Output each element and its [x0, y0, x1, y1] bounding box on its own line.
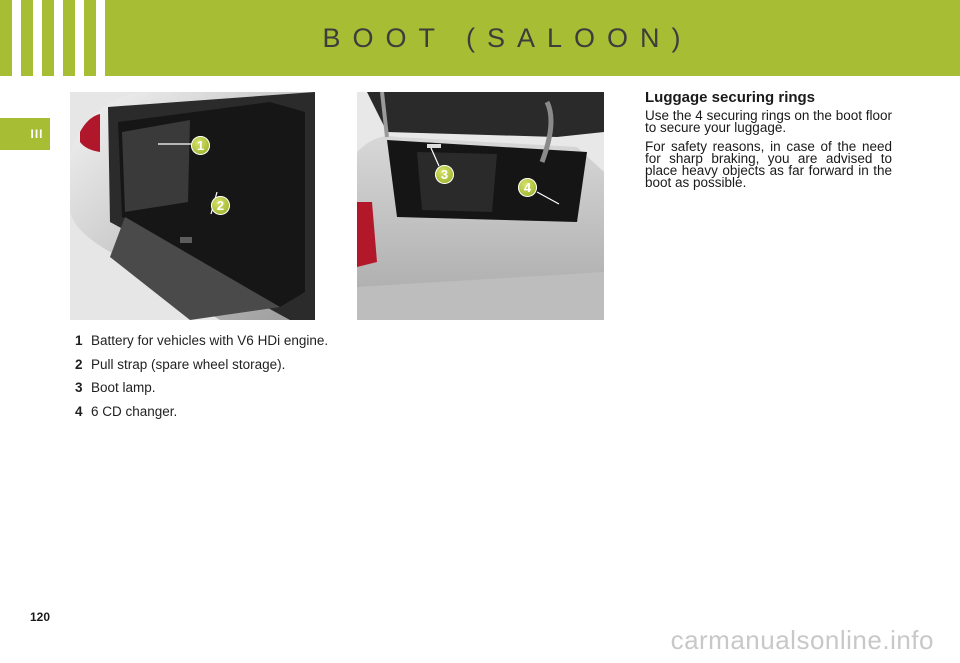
header-bar: [0, 0, 960, 76]
legend-item: [75, 357, 328, 381]
legend-text: Boot lamp.: [91, 380, 156, 395]
legend-item: [75, 380, 328, 404]
callout-marker: 4: [518, 178, 537, 197]
legend-text: Pull strap (spare wheel storage).: [91, 356, 286, 372]
legend-item: [75, 404, 328, 428]
legend-item: [75, 333, 328, 357]
legend-text: Battery for vehicles with V6 HDi engine.: [91, 333, 329, 348]
page-title: BOOT (SALOON): [322, 22, 693, 53]
callout-marker: 3: [435, 165, 454, 184]
section-paragraph: For safety reasons, in case of the need for sharp braking, you are advised to place heavy objects as far forward in the boot as possible.: [645, 139, 892, 190]
legend-text: 6 CD changer.: [91, 403, 178, 419]
legend-number: 1: [75, 333, 83, 348]
callout-legend: [75, 333, 328, 427]
boot-photo-right: [357, 92, 604, 320]
page-number: 120: [30, 610, 51, 624]
boot-lid-illustration: [357, 92, 604, 320]
section-heading: Luggage securing rings: [645, 89, 816, 106]
legend-number: 2: [75, 356, 83, 372]
legend-number: 3: [75, 380, 83, 395]
legend-number: 4: [75, 403, 83, 419]
callout-marker: 1: [191, 136, 210, 155]
boot-interior-illustration: [70, 92, 315, 320]
boot-photo-left: [70, 92, 315, 320]
chapter-tab: III: [0, 118, 50, 150]
securing-rings-section: [645, 89, 892, 196]
watermark: carmanualsonline.info: [670, 625, 934, 655]
callout-marker: 2: [211, 196, 230, 215]
section-paragraph: Use the 4 securing rings on the boot floor to secure your luggage.: [645, 108, 892, 135]
